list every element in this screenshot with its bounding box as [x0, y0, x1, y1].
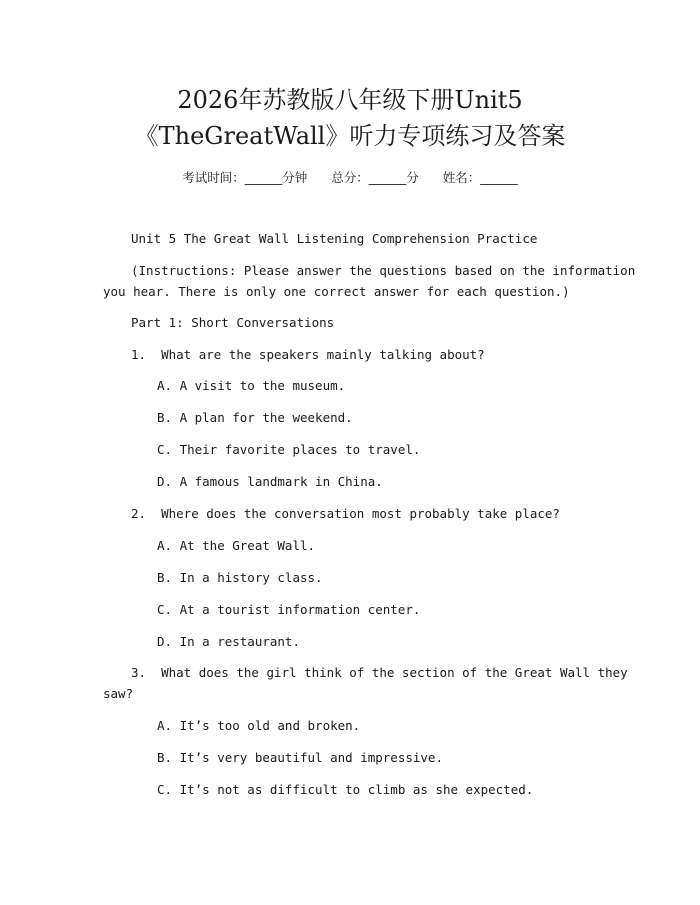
- answer-option: A. A visit to the museum.: [157, 378, 346, 393]
- question-stem: 2. Where does the conversation most probably take place?: [131, 506, 560, 521]
- instructions-line-1: (Instructions: Please answer the questions based on the information: [131, 263, 636, 278]
- answer-option: B. A plan for the weekend.: [157, 410, 353, 425]
- answer-option: D. A famous landmark in China.: [157, 474, 383, 489]
- exam-score: 总分：______分: [331, 170, 419, 185]
- answer-option: C. At a tourist information center.: [157, 602, 421, 617]
- answer-option: B. In a history class.: [157, 570, 323, 585]
- document-title-line-1: 2026年苏教版八年级下册Unit5: [177, 86, 523, 114]
- question-stem: 3. What does the girl think of the section of the Great Wall they: [131, 665, 628, 680]
- exam-info: [0, 168, 700, 186]
- section-heading: Unit 5 The Great Wall Listening Comprehension Practice: [131, 231, 538, 246]
- answer-option: C. It’s not as difficult to climb as she expected.: [157, 782, 534, 797]
- answer-option: D. In a restaurant.: [157, 634, 300, 649]
- answer-option: A. It’s too old and broken.: [157, 718, 361, 733]
- question-stem-continued: saw?: [103, 686, 134, 701]
- answer-option: A. At the Great Wall.: [157, 538, 316, 553]
- question-stem: 1. What are the speakers mainly talking about?: [131, 347, 485, 362]
- exam-name: 姓名：______: [442, 170, 518, 185]
- answer-option: B. It’s very beautiful and impressive.: [157, 750, 443, 765]
- answer-option: C. Their favorite places to travel.: [157, 442, 421, 457]
- instructions-line-2: you hear. There is only one correct answer for each question.): [103, 284, 570, 299]
- part-heading: Part 1: Short Conversations: [131, 315, 335, 330]
- document-title-line-2: 《TheGreatWall》听力专项练习及答案: [134, 122, 566, 150]
- exam-time: 考试时间：______分钟: [182, 170, 308, 185]
